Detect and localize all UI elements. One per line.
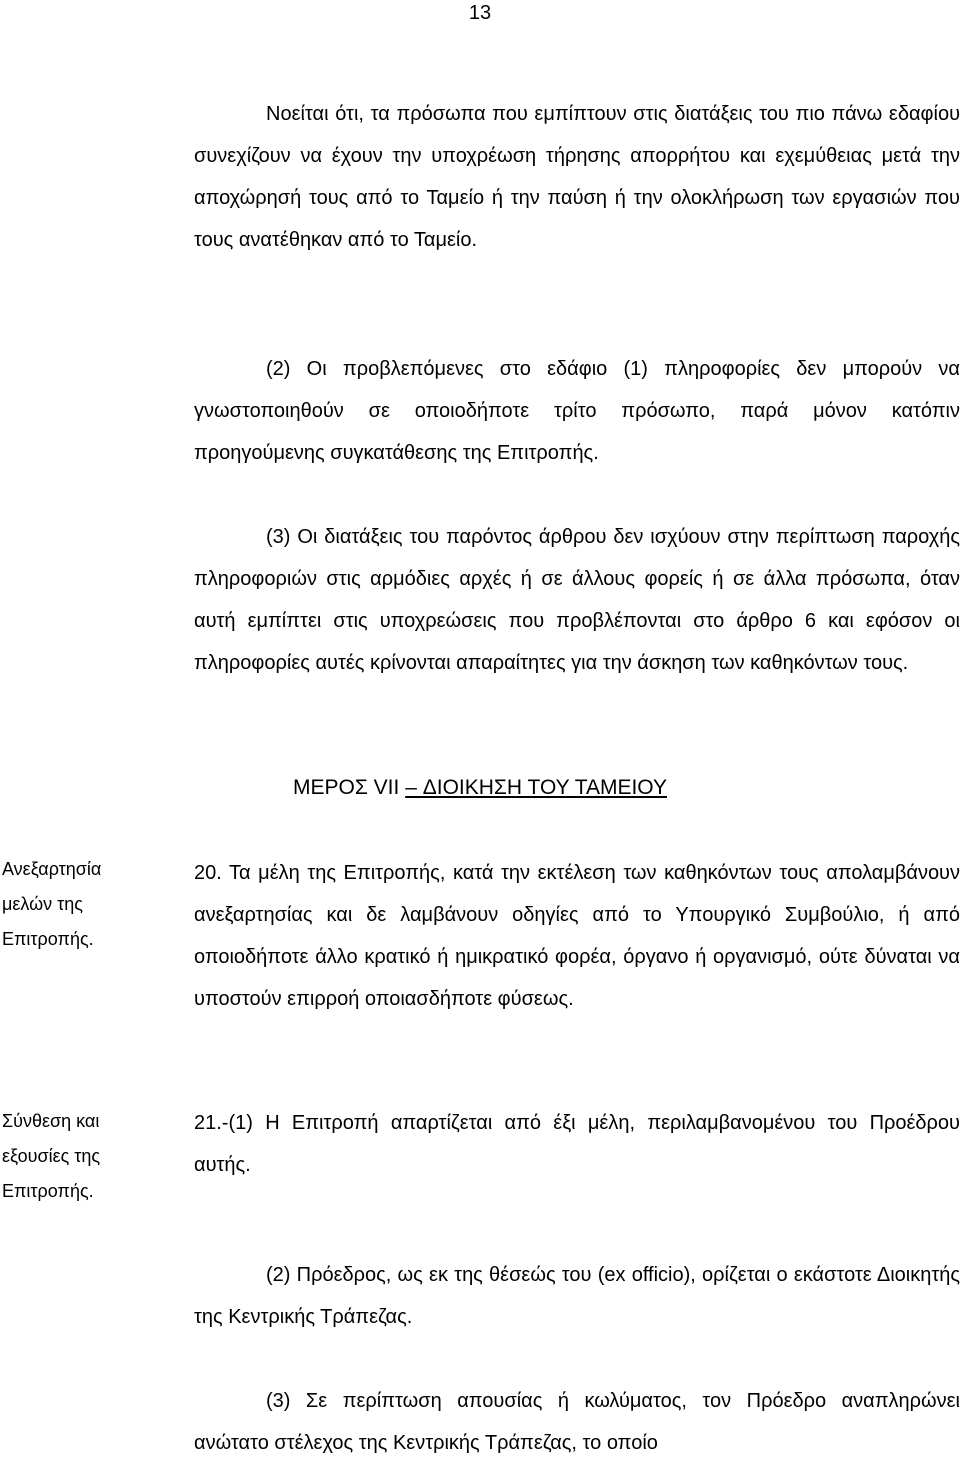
paragraph-subsection-2: (2) Οι προβλεπόμενες στο εδάφιο (1) πληροφορίες δεν μπορούν να γνωστοποιηθούν σε οποιοδήποτε τρίτο πρόσωπο, παρά μόνον κατόπιν προηγούμενης συγκατάθεσης της Επιτροπής. bbox=[194, 358, 960, 464]
part-heading-prefix: ΜΕΡΟΣ VII bbox=[293, 776, 406, 799]
page-number: 13 bbox=[468, 2, 492, 24]
section-21-subsection-1: 21.-(1) Η Επιτροπή απαρτίζεται από έξι μέλη, περιλαμβανομένου του Προέδρου αυτής. bbox=[194, 1112, 960, 1176]
section-21-subsection-3: (3) Σε περίπτωση απουσίας ή κωλύματος, τον Πρόεδρο αναπληρώνει ανώτατο στέλεχος της Κεντρικής Τράπεζας, το οποίο bbox=[194, 1390, 960, 1454]
paragraph-proviso: Νοείται ότι, τα πρόσωπα που εμπίπτουν στις διατάξεις του πιο πάνω εδαφίου συνεχίζουν να έχουν την υποχρέωση τήρησης απορρήτου και εχεμύθειας μετά την αποχώρησή τους από το Ταμείο ή την παύση ή την ολοκλήρωση των εργασιών που τους ανατέθηκαν από το Ταμείο. bbox=[194, 103, 960, 251]
part-heading-title: – ΔΙΟΙΚΗΣΗ ΤΟΥ ΤΑΜΕΙΟΥ bbox=[405, 776, 667, 799]
margin-note-section-21: Σύνθεση και εξουσίες της Επιτροπής. bbox=[2, 1111, 101, 1201]
part-heading bbox=[0, 768, 960, 808]
margin-note-section-20: Ανεξαρτησία μελών της Επιτροπής. bbox=[2, 859, 102, 949]
section-20-text: 20. Τα μέλη της Επιτροπής, κατά την εκτέλεση των καθηκόντων τους απολαμβάνουν ανεξαρτησίας και δε λαμβάνουν οδηγίες από το Υπουργικό Συμβούλιο, ή από οποιοδήποτε άλλο κρατικό ή ημικρατικό φορέα, όργανο ή οργανισμό, ούτε δύναται να υποστούν επιρροή οποιασδήποτε φύσεως. bbox=[194, 862, 960, 1010]
paragraph-subsection-3: (3) Οι διατάξεις του παρόντος άρθρου δεν ισχύουν στην περίπτωση παροχής πληροφοριών στις αρμόδιες αρχές ή σε άλλους φορείς ή σε άλλα πρόσωπα, όταν αυτή εμπίπτει στις υποχρεώσεις που προβλέπονται στο άρθρο 6 και εφόσον οι πληροφορίες αυτές κρίνονται απαραίτητες για την άσκηση των καθηκόντων τους. bbox=[194, 526, 960, 674]
section-21-subsection-2: (2) Πρόεδρος, ως εκ της θέσεώς του (ex officio), ορίζεται ο εκάστοτε Διοικητής της Κεντρικής Τράπεζας. bbox=[194, 1264, 960, 1328]
